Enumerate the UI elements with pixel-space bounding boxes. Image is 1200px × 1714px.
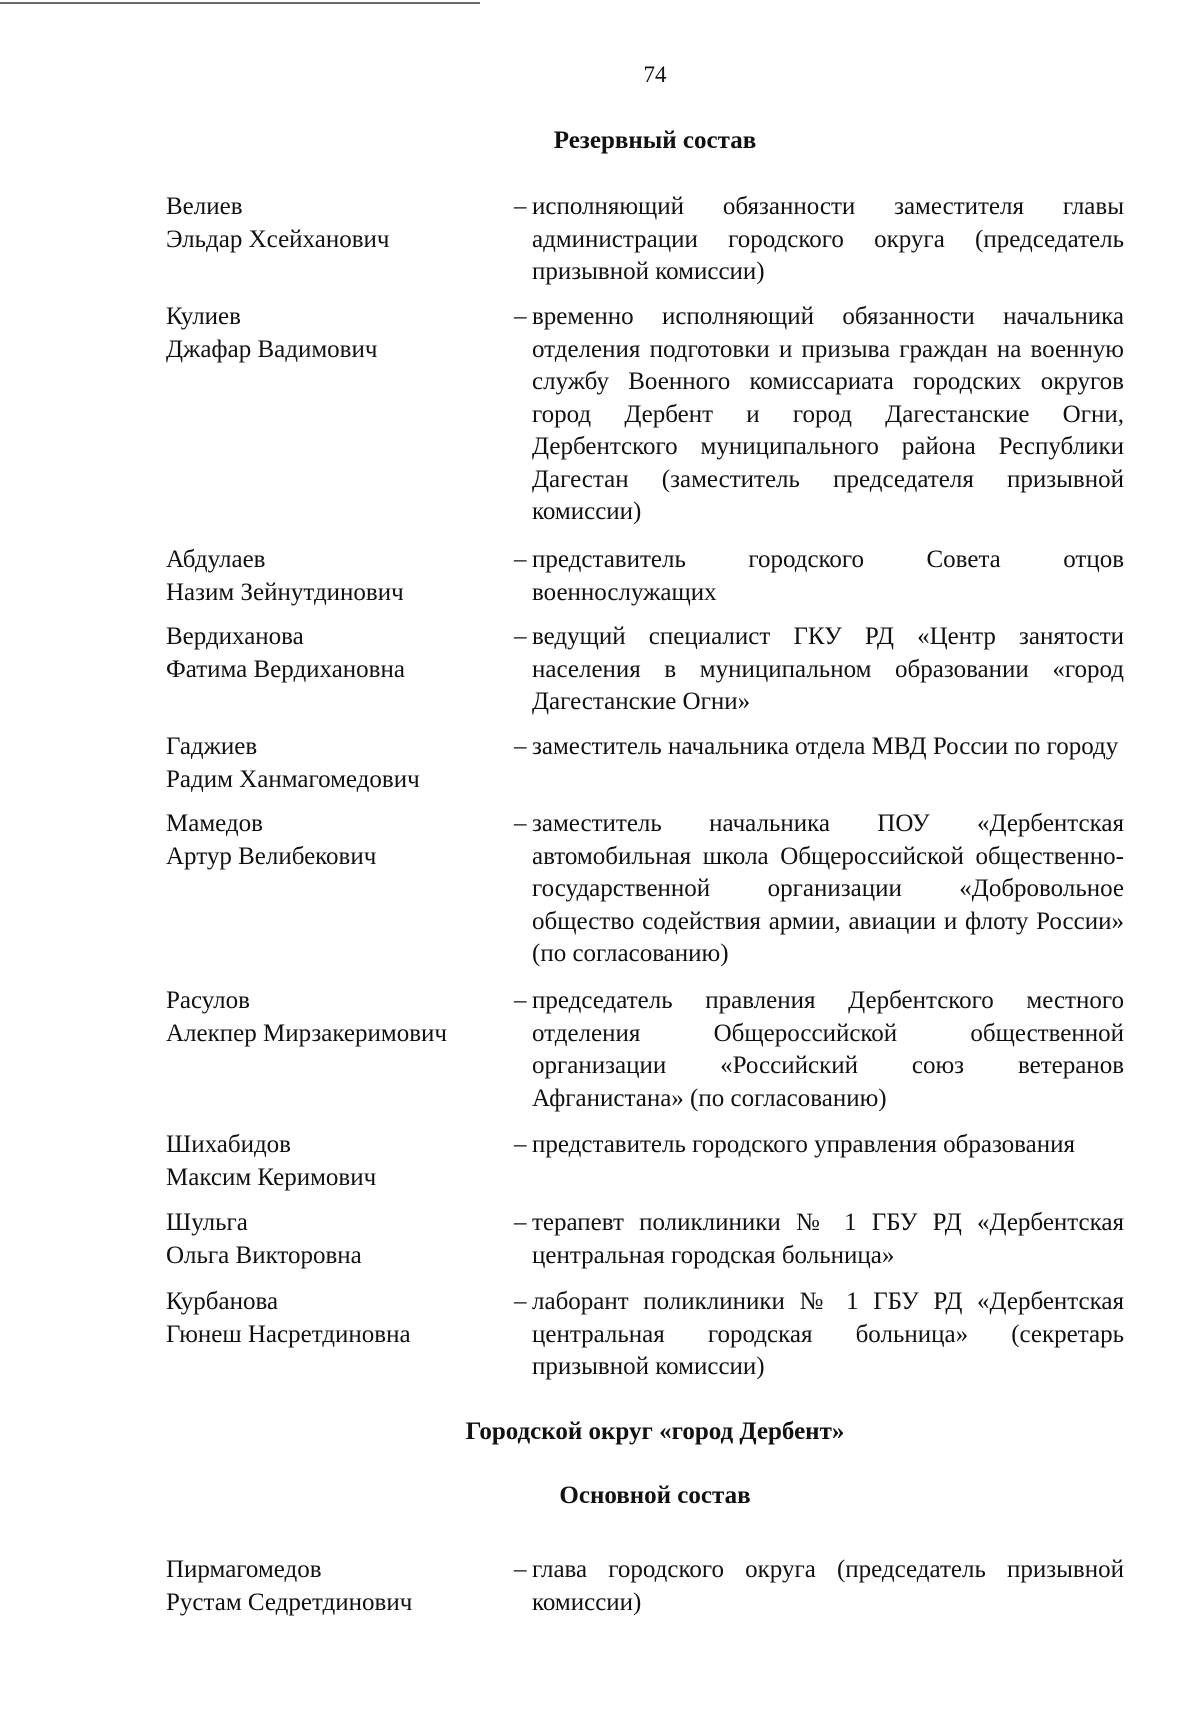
section-title-main: Основной состав [559, 1482, 751, 1509]
member-given-names: Фатима Вердихановна [166, 655, 405, 683]
member-name [166, 1286, 506, 1351]
member-given-names: Джафар Вадимович [166, 335, 378, 363]
role-dash: – [514, 1556, 527, 1583]
role-dash: – [514, 303, 527, 330]
member-role-text: заместитель начальника ПОУ «Дербентская автомобильная школа Общероссийской общественно-государственной организации «Добровольное общество содействия армии, авиации и флоту России» (по согласованию) [532, 810, 1124, 967]
member-given-names: Рустам Седретдинович [166, 1588, 413, 1616]
member-surname: Курбанова [166, 1288, 279, 1315]
role-dash: – [514, 193, 527, 220]
section-title-reserve: Резервный состав [553, 127, 757, 154]
member-name [166, 1207, 506, 1272]
member-name [166, 731, 506, 796]
member-surname: Мамедов [166, 810, 263, 837]
role-dash: – [514, 1288, 527, 1315]
page-number: 74 [643, 62, 667, 87]
role-dash: – [514, 1209, 527, 1236]
member-name [166, 301, 506, 366]
member-role [514, 1207, 1124, 1272]
member-role-text: заместитель начальника отдела МВД России по городу [532, 733, 1119, 760]
member-role [514, 808, 1124, 971]
member-name [166, 985, 506, 1050]
member-name [166, 1129, 506, 1194]
member-given-names: Артур Велибекович [166, 842, 377, 870]
member-role [514, 1286, 1124, 1384]
member-name [166, 621, 506, 686]
member-given-names: Ольга Викторовна [166, 1241, 362, 1269]
member-role-text: представитель городского управления образования [532, 1131, 1076, 1158]
role-dash: – [514, 623, 527, 650]
role-dash: – [514, 987, 527, 1014]
role-dash: – [514, 733, 527, 760]
member-role-text: терапевт поликлиники № 1 ГБУ РД «Дербентская центральная городская больница» [532, 1209, 1124, 1269]
member-surname: Абдулаев [166, 546, 266, 573]
member-role-text: представитель городского Совета отцов военнослужащих [532, 546, 1124, 606]
member-role [514, 985, 1124, 1115]
scan-edge-line [0, 2, 480, 4]
member-role-text: глава городского округа (председатель призывной комиссии) [532, 1556, 1124, 1616]
member-surname: Велиев [166, 193, 243, 220]
member-surname: Кулиев [166, 303, 241, 330]
member-role [514, 1129, 1124, 1162]
member-name [166, 808, 506, 873]
district-title: Городской округ «город Дербент» [465, 1418, 845, 1445]
member-name [166, 544, 506, 609]
member-name [166, 191, 506, 256]
member-given-names: Максим Керимович [166, 1163, 377, 1191]
member-surname: Гаджиев [166, 733, 258, 760]
member-role-text: исполняющий обязанности заместителя главы администрации городского округа (председатель призывной комиссии) [532, 193, 1124, 285]
role-dash: – [514, 810, 527, 837]
member-role [514, 1554, 1124, 1619]
member-surname: Шихабидов [166, 1131, 291, 1158]
member-role-text: ведущий специалист ГКУ РД «Центр занятости населения в муниципальном образовании «город Дагестанские Огни» [532, 623, 1124, 715]
member-surname: Расулов [166, 987, 250, 1014]
member-role-text: председатель правления Дербентского местного отделения Общероссийской общественной организации «Российский союз ветеранов Афганистана» (по согласованию) [532, 987, 1124, 1112]
member-given-names: Алекпер Мирзакеримович [166, 1019, 447, 1047]
role-dash: – [514, 1131, 527, 1158]
member-given-names: Гюнеш Насретдиновна [166, 1320, 411, 1348]
member-role [514, 544, 1124, 609]
role-dash: – [514, 546, 527, 573]
member-role [514, 621, 1124, 719]
member-role-text: лаборант поликлиники № 1 ГБУ РД «Дербентская центральная городская больница» (секретарь призывной комиссии) [532, 1288, 1124, 1380]
member-name [166, 1554, 506, 1619]
member-role [514, 731, 1124, 764]
member-role [514, 191, 1124, 289]
member-given-names: Назим Зейнутдинович [166, 578, 404, 606]
member-surname: Вердиханова [166, 623, 304, 650]
member-given-names: Эльдар Хсейханович [166, 225, 390, 253]
member-role-text: временно исполняющий обязанности начальника отделения подготовки и призыва граждан на военную службу Военного комиссариата городских округов город Дербент и город Дагестанские Огни, Дербентского муниципального района Республики Дагестан (заместитель председателя призывной комиссии) [532, 303, 1124, 525]
member-surname: Шульга [166, 1209, 248, 1236]
member-surname: Пирмагомедов [166, 1556, 322, 1583]
member-role [514, 301, 1124, 529]
member-given-names: Радим Ханмагомедович [166, 765, 420, 793]
